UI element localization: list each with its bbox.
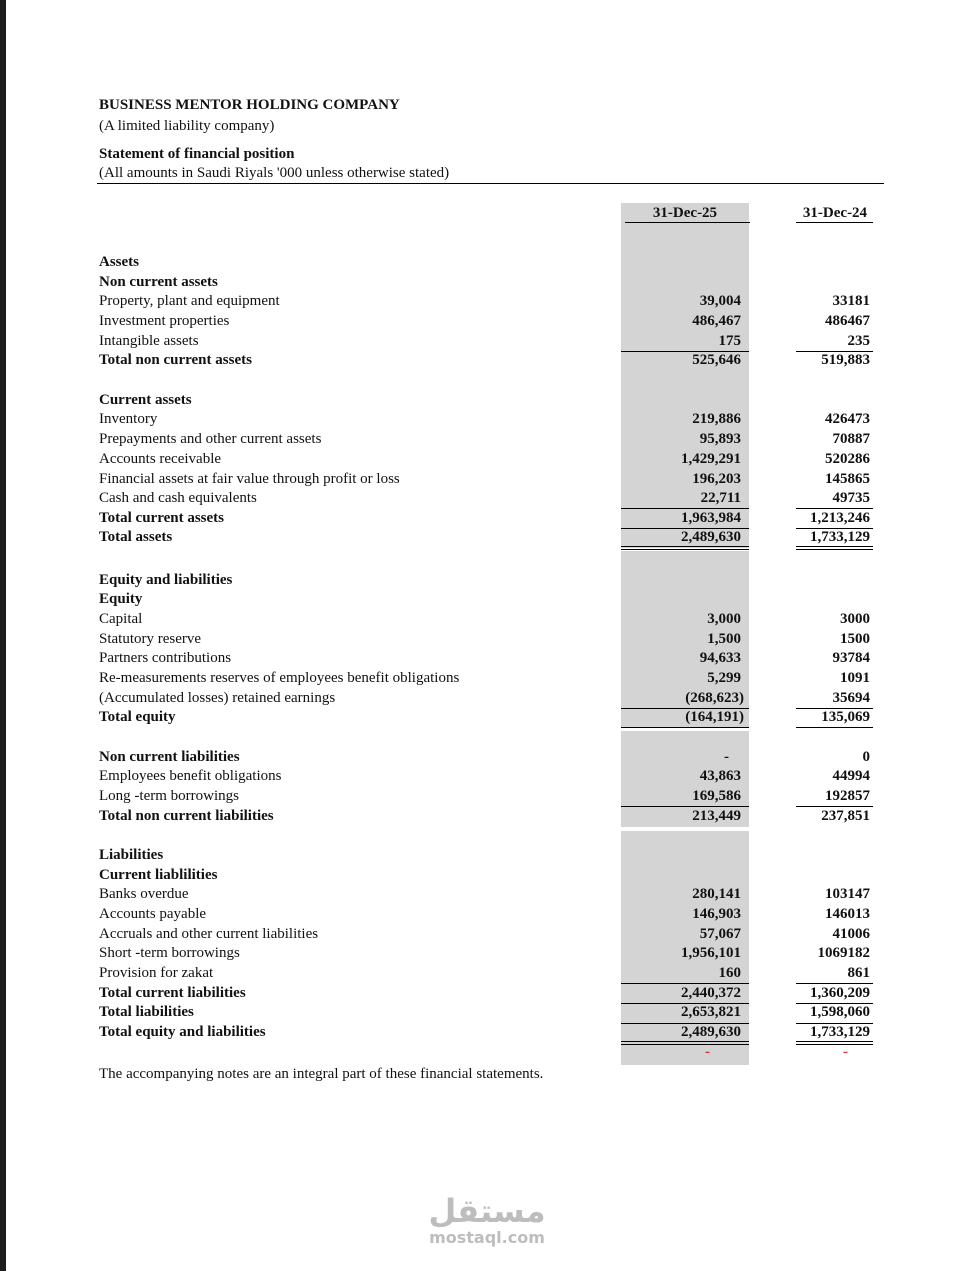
column-header-prior (795, 205, 875, 222)
value-current: 22,711 (700, 490, 741, 506)
value-current: 57,067 (699, 926, 741, 942)
subtotal-rule-current (621, 983, 749, 984)
value-current: 1,429,291 (681, 451, 741, 467)
check-dash-prior: - (843, 1044, 848, 1060)
company-type: (A limited liability company) (99, 118, 275, 134)
double-rule-current (621, 546, 749, 550)
row-label: Re-measurements reserves of employees benefit obligations (99, 670, 460, 686)
column-header-current-underline (625, 222, 750, 223)
total-label: Total current liabilities (99, 985, 246, 1001)
non-current-assets-heading: Non current assets (99, 274, 218, 290)
footer-note: The accompanying notes are an integral part of these financial statements. (99, 1066, 544, 1082)
value-prior: 44994 (832, 768, 870, 784)
current-liabilities-heading: Current liablilities (99, 867, 218, 883)
mostaql-watermark (424, 1193, 550, 1247)
subtotal-rule-prior (796, 508, 873, 509)
row-label: Statutory reserve (99, 631, 202, 647)
value-prior: 49735 (832, 490, 870, 506)
equity-heading: Equity (99, 591, 143, 607)
total-current: 213,449 (692, 808, 741, 824)
total-prior: 519,883 (821, 352, 870, 368)
value-current: 5,299 (707, 670, 741, 686)
value-prior: 146013 (825, 906, 870, 922)
assets-heading: Assets (99, 254, 139, 270)
value-prior: 35694 (832, 690, 870, 706)
column-header-current-label: 31-Dec-25 (652, 205, 718, 221)
heading-value-prior: 0 (862, 749, 870, 765)
value-prior: 486467 (825, 313, 870, 329)
row-label: Partners contributions (99, 650, 232, 666)
value-prior: 3000 (840, 611, 870, 627)
total-current: 2,653,821 (681, 1004, 741, 1020)
watermark-latin: mostaql.com (429, 1228, 545, 1247)
total-current: 525,646 (692, 352, 741, 368)
total-prior: 1,598,060 (810, 1004, 870, 1020)
row-label: Provision for zakat (99, 965, 214, 981)
value-prior: 33181 (832, 293, 870, 309)
value-prior: 1091 (840, 670, 870, 686)
value-current: 175 (718, 333, 741, 349)
header-rule (97, 183, 884, 184)
row-label: Accruals and other current liabilities (99, 926, 319, 942)
value-current: 169,586 (692, 788, 741, 804)
value-prior: 1069182 (817, 945, 870, 961)
current-assets-heading: Current assets (99, 392, 192, 408)
company-name: BUSINESS MENTOR HOLDING COMPANY (99, 97, 400, 113)
value-prior: 426473 (825, 411, 870, 427)
value-current: 160 (718, 965, 741, 981)
row-label: Banks overdue (99, 886, 189, 902)
row-label: Cash and cash equivalents (99, 490, 257, 506)
watermark-arabic: مستقل (428, 1192, 546, 1230)
total-label: Total equity (99, 709, 176, 725)
statement-title: Statement of financial position (99, 146, 295, 162)
value-current: 219,886 (692, 411, 741, 427)
amounts-note: (All amounts in Saudi Riyals '000 unless otherwise stated) (99, 165, 450, 181)
liabilities-heading: Liabilities (99, 847, 164, 863)
value-current: 95,893 (699, 431, 741, 447)
value-prior: 861 (847, 965, 870, 981)
value-current: 94,633 (699, 650, 741, 666)
total-current: (164,191) (685, 709, 744, 725)
total-label: Total current assets (99, 510, 224, 526)
total-current: 1,963,984 (681, 510, 741, 526)
total-current: 2,440,372 (681, 985, 741, 1001)
total-prior: 1,213,246 (810, 510, 870, 526)
double-rule-prior (796, 1041, 873, 1045)
equity-liabilities-heading: Equity and liabilities (99, 572, 233, 588)
row-label: Accounts receivable (99, 451, 222, 467)
value-current: 280,141 (692, 886, 741, 902)
value-current: 1,500 (707, 631, 741, 647)
check-dash-current: - (705, 1044, 710, 1060)
subtotal-rule-prior (796, 983, 873, 984)
value-prior: 235 (847, 333, 870, 349)
value-prior: 41006 (832, 926, 870, 942)
row-label: (Accumulated losses) retained earnings (99, 690, 336, 706)
total-prior: 135,069 (821, 709, 870, 725)
column-header-prior-underline (796, 222, 873, 223)
value-prior: 103147 (825, 886, 870, 902)
row-label: Financial assets at fair value through profit or loss (99, 471, 400, 487)
row-label: Employees benefit obligations (99, 768, 282, 784)
value-prior: 93784 (832, 650, 870, 666)
row-label: Capital (99, 611, 143, 627)
value-current: 196,203 (692, 471, 741, 487)
row-label: Long -term borrowings (99, 788, 239, 804)
double-rule-current (621, 1041, 749, 1045)
total-prior: 237,851 (821, 808, 870, 824)
value-current: 3,000 (707, 611, 741, 627)
page-edge (0, 0, 6, 1271)
row-label: Prepayments and other current assets (99, 431, 322, 447)
value-current: 486,467 (692, 313, 741, 329)
value-current: 39,004 (699, 293, 741, 309)
total-prior: 1,360,209 (810, 985, 870, 1001)
value-current: (268,623) (685, 690, 744, 706)
value-prior: 70887 (832, 431, 870, 447)
subtotal-rule-current (621, 806, 749, 807)
value-current: 43,863 (699, 768, 741, 784)
row-label: Property, plant and equipment (99, 293, 280, 309)
value-prior: 1500 (840, 631, 870, 647)
total-label: Total equity and liabilities (99, 1024, 266, 1040)
total-label: Total non current assets (99, 352, 252, 368)
total-label: Total non current liabilities (99, 808, 274, 824)
total-prior: 1,733,129 (810, 1024, 870, 1040)
value-prior: 520286 (825, 451, 870, 467)
non-current-liabilities-heading: Non current liabilities (99, 749, 240, 765)
row-label: Accounts payable (99, 906, 207, 922)
column-header-prior-label: 31-Dec-24 (802, 205, 868, 221)
row-label: Inventory (99, 411, 158, 427)
row-label: Short -term borrowings (99, 945, 240, 961)
value-current: 1,956,101 (681, 945, 741, 961)
total-current: 2,489,630 (681, 529, 741, 545)
total-prior: 1,733,129 (810, 529, 870, 545)
value-current: 146,903 (692, 906, 741, 922)
subtotal-rule-prior (796, 806, 873, 807)
row-label: Intangible assets (99, 333, 199, 349)
subtotal-rule-prior (796, 727, 873, 728)
total-label: Total liabilities (99, 1004, 194, 1020)
total-current: 2,489,630 (681, 1024, 741, 1040)
column-header-current (621, 205, 749, 222)
total-label: Total assets (99, 529, 173, 545)
subtotal-rule-current (621, 508, 749, 509)
subtotal-rule-current (621, 727, 749, 728)
row-label: Investment properties (99, 313, 230, 329)
heading-value-current: - (724, 749, 729, 765)
value-prior: 192857 (825, 788, 870, 804)
double-rule-prior (796, 546, 873, 550)
value-prior: 145865 (825, 471, 870, 487)
